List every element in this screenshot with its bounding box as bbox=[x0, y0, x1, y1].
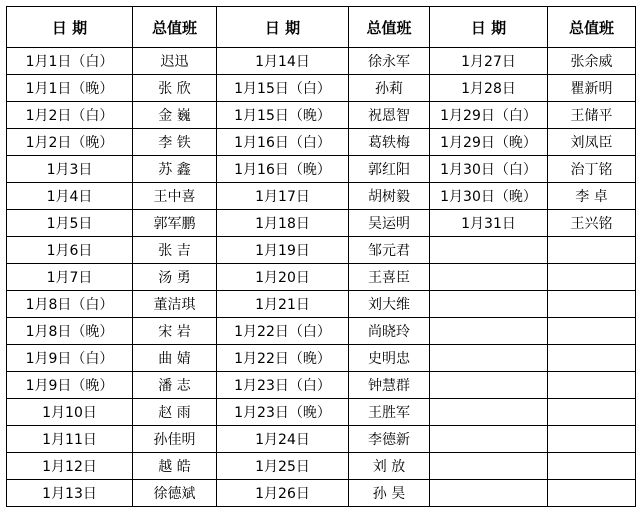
duty-name-cell: 徐德斌 bbox=[133, 480, 217, 507]
date-cell: 1月29日（白） bbox=[430, 102, 548, 129]
duty-name-cell: 刘 放 bbox=[349, 453, 430, 480]
table-row bbox=[7, 48, 636, 75]
date-cell: 1月18日 bbox=[217, 210, 349, 237]
date-cell: 1月28日 bbox=[430, 75, 548, 102]
date-cell: 1月19日 bbox=[217, 237, 349, 264]
header-date: 日 期 bbox=[430, 7, 548, 48]
date-cell: 1月30日（晚） bbox=[430, 183, 548, 210]
duty-name-cell: 尚晓玲 bbox=[349, 318, 430, 345]
duty-name-cell: 越 皓 bbox=[133, 453, 217, 480]
date-cell: 1月26日 bbox=[217, 480, 349, 507]
header-date: 日 期 bbox=[217, 7, 349, 48]
date-cell: 1月3日 bbox=[7, 156, 133, 183]
table-row bbox=[7, 345, 636, 372]
duty-name-cell: 李 卓 bbox=[548, 183, 636, 210]
duty-name-cell bbox=[548, 399, 636, 426]
duty-name-cell: 苏 鑫 bbox=[133, 156, 217, 183]
date-cell: 1月2日（白） bbox=[7, 102, 133, 129]
table-row bbox=[7, 264, 636, 291]
duty-name-cell bbox=[548, 318, 636, 345]
duty-schedule-table bbox=[6, 6, 636, 507]
duty-name-cell: 王胜军 bbox=[349, 399, 430, 426]
duty-name-cell bbox=[548, 291, 636, 318]
duty-name-cell: 郭红阳 bbox=[349, 156, 430, 183]
date-cell: 1月1日（晚） bbox=[7, 75, 133, 102]
date-cell: 1月1日（白） bbox=[7, 48, 133, 75]
date-cell: 1月5日 bbox=[7, 210, 133, 237]
header-duty: 总值班 bbox=[548, 7, 636, 48]
duty-name-cell: 潘 志 bbox=[133, 372, 217, 399]
duty-name-cell: 胡树毅 bbox=[349, 183, 430, 210]
date-cell: 1月16日（白） bbox=[217, 129, 349, 156]
date-cell: 1月12日 bbox=[7, 453, 133, 480]
date-cell: 1月30日（白） bbox=[430, 156, 548, 183]
table-row bbox=[7, 480, 636, 507]
duty-name-cell: 瞿新明 bbox=[548, 75, 636, 102]
duty-name-cell: 王兴铭 bbox=[548, 210, 636, 237]
date-cell: 1月11日 bbox=[7, 426, 133, 453]
date-cell bbox=[430, 426, 548, 453]
duty-name-cell: 张余威 bbox=[548, 48, 636, 75]
duty-name-cell: 迟迅 bbox=[133, 48, 217, 75]
date-cell: 1月23日（晚） bbox=[217, 399, 349, 426]
duty-name-cell: 李 铁 bbox=[133, 129, 217, 156]
date-cell: 1月4日 bbox=[7, 183, 133, 210]
date-cell: 1月21日 bbox=[217, 291, 349, 318]
duty-name-cell: 宋 岩 bbox=[133, 318, 217, 345]
table-row bbox=[7, 75, 636, 102]
duty-name-cell bbox=[548, 345, 636, 372]
duty-name-cell: 李德新 bbox=[349, 426, 430, 453]
duty-name-cell: 祝恩智 bbox=[349, 102, 430, 129]
table-row bbox=[7, 426, 636, 453]
date-cell bbox=[430, 480, 548, 507]
duty-name-cell bbox=[548, 237, 636, 264]
date-cell bbox=[430, 264, 548, 291]
date-cell bbox=[430, 345, 548, 372]
header-date: 日 期 bbox=[7, 7, 133, 48]
date-cell: 1月22日（晚） bbox=[217, 345, 349, 372]
date-cell: 1月24日 bbox=[217, 426, 349, 453]
table-row bbox=[7, 318, 636, 345]
date-cell: 1月14日 bbox=[217, 48, 349, 75]
duty-name-cell: 徐永军 bbox=[349, 48, 430, 75]
duty-name-cell: 董洁琪 bbox=[133, 291, 217, 318]
table-row bbox=[7, 291, 636, 318]
duty-name-cell: 刘大维 bbox=[349, 291, 430, 318]
duty-name-cell: 张 吉 bbox=[133, 237, 217, 264]
duty-name-cell: 钟慧群 bbox=[349, 372, 430, 399]
date-cell bbox=[430, 318, 548, 345]
date-cell bbox=[430, 291, 548, 318]
date-cell: 1月13日 bbox=[7, 480, 133, 507]
date-cell: 1月8日（白） bbox=[7, 291, 133, 318]
date-cell: 1月15日（白） bbox=[217, 75, 349, 102]
table-row bbox=[7, 183, 636, 210]
date-cell: 1月25日 bbox=[217, 453, 349, 480]
duty-name-cell: 金 巍 bbox=[133, 102, 217, 129]
date-cell bbox=[430, 399, 548, 426]
date-cell: 1月27日 bbox=[430, 48, 548, 75]
table-row bbox=[7, 453, 636, 480]
duty-name-cell: 郭军鹏 bbox=[133, 210, 217, 237]
duty-name-cell: 治丁铭 bbox=[548, 156, 636, 183]
date-cell bbox=[430, 453, 548, 480]
table-row bbox=[7, 399, 636, 426]
date-cell: 1月16日（晚） bbox=[217, 156, 349, 183]
duty-name-cell: 邹元君 bbox=[349, 237, 430, 264]
duty-name-cell bbox=[548, 453, 636, 480]
date-cell: 1月9日（晚） bbox=[7, 372, 133, 399]
date-cell: 1月2日（晚） bbox=[7, 129, 133, 156]
date-cell: 1月7日 bbox=[7, 264, 133, 291]
header-duty: 总值班 bbox=[133, 7, 217, 48]
duty-name-cell: 赵 雨 bbox=[133, 399, 217, 426]
header-row bbox=[7, 7, 636, 48]
date-cell: 1月17日 bbox=[217, 183, 349, 210]
date-cell: 1月31日 bbox=[430, 210, 548, 237]
date-cell: 1月10日 bbox=[7, 399, 133, 426]
duty-name-cell: 王中喜 bbox=[133, 183, 217, 210]
duty-name-cell: 孙佳明 bbox=[133, 426, 217, 453]
table-row bbox=[7, 102, 636, 129]
duty-name-cell: 史明忠 bbox=[349, 345, 430, 372]
duty-name-cell: 王喜臣 bbox=[349, 264, 430, 291]
table-row bbox=[7, 210, 636, 237]
duty-name-cell bbox=[548, 264, 636, 291]
duty-name-cell: 曲 婧 bbox=[133, 345, 217, 372]
date-cell: 1月29日（晚） bbox=[430, 129, 548, 156]
date-cell: 1月20日 bbox=[217, 264, 349, 291]
header-duty: 总值班 bbox=[349, 7, 430, 48]
date-cell bbox=[430, 372, 548, 399]
table-row bbox=[7, 237, 636, 264]
duty-name-cell bbox=[548, 372, 636, 399]
duty-name-cell: 王储平 bbox=[548, 102, 636, 129]
date-cell bbox=[430, 237, 548, 264]
table-row bbox=[7, 129, 636, 156]
date-cell: 1月15日（晚） bbox=[217, 102, 349, 129]
duty-name-cell bbox=[548, 426, 636, 453]
duty-name-cell: 葛轶梅 bbox=[349, 129, 430, 156]
duty-name-cell: 吴运明 bbox=[349, 210, 430, 237]
date-cell: 1月22日（白） bbox=[217, 318, 349, 345]
date-cell: 1月23日（白） bbox=[217, 372, 349, 399]
duty-name-cell: 汤 勇 bbox=[133, 264, 217, 291]
date-cell: 1月9日（白） bbox=[7, 345, 133, 372]
date-cell: 1月8日（晚） bbox=[7, 318, 133, 345]
duty-name-cell: 孙莉 bbox=[349, 75, 430, 102]
date-cell: 1月6日 bbox=[7, 237, 133, 264]
duty-name-cell: 刘凤臣 bbox=[548, 129, 636, 156]
table-row bbox=[7, 156, 636, 183]
duty-name-cell: 张 欣 bbox=[133, 75, 217, 102]
duty-name-cell: 孙 昊 bbox=[349, 480, 430, 507]
table-row bbox=[7, 372, 636, 399]
duty-name-cell bbox=[548, 480, 636, 507]
